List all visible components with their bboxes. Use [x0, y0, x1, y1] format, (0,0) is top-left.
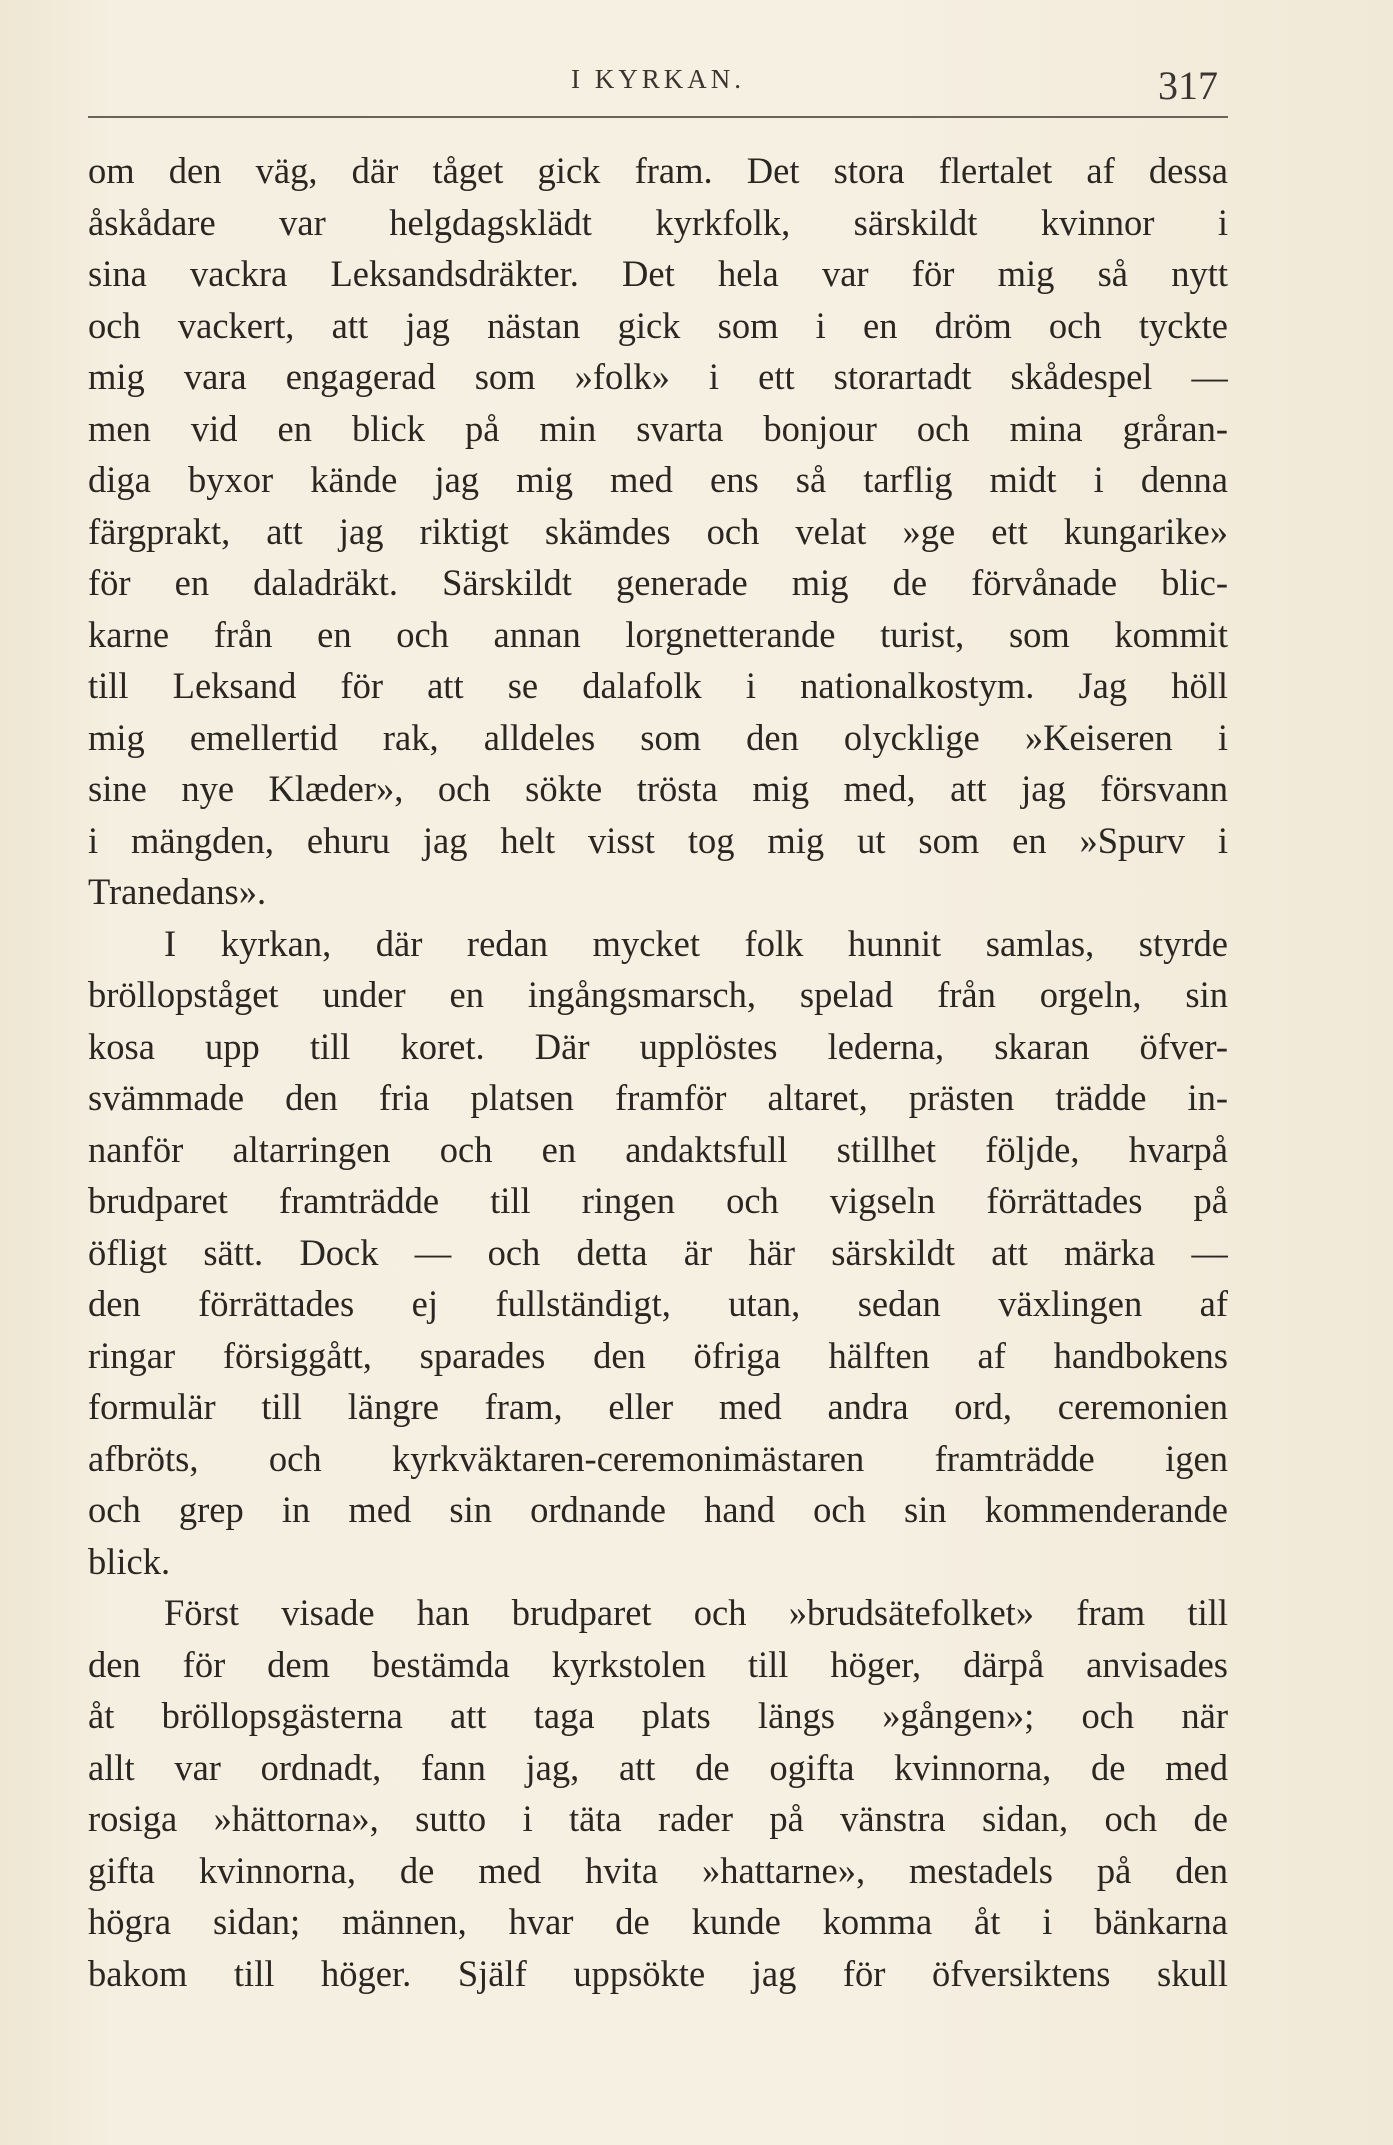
text-line: och grep in med sin ordnande hand och sin kommenderande	[88, 1489, 1228, 1530]
text-line: ringar försiggått, sparades den öfriga hälften af handbokens	[88, 1334, 1228, 1376]
text-line: allt var ordnadt, fann jag, att de ogifta kvinnorna, de med	[88, 1746, 1228, 1788]
text-line: om den väg, där tåget gick fram. Det stora flertalet af dessa	[88, 150, 1228, 191]
text-line: mig emellertid rak, alldeles som den olycklige »Keiseren i	[88, 716, 1228, 758]
text-line: färgprakt, att jag riktigt skämdes och velat »ge ett kungarike»	[88, 510, 1228, 552]
text-line: formulär till längre fram, eller med andra ord, ceremonien	[88, 1386, 1228, 1427]
text-line: bröllopståget under en ingångsmarsch, spelad från orgeln, sin	[88, 974, 1228, 1015]
text-line: brudparet framträdde till ringen och vigseln förrättades på	[88, 1180, 1228, 1221]
text-line: sine nye Klæder», och sökte trösta mig med, att jag försvann	[88, 768, 1228, 809]
text-line: svämmade den fria platsen framför altaret, prästen trädde in-	[88, 1077, 1228, 1118]
header-rule	[88, 116, 1228, 118]
text-line: Tranedans».	[88, 871, 267, 912]
text-line: afbröts, och kyrkväktaren-ceremonimästaren framträdde igen	[88, 1437, 1228, 1479]
text-line: till Leksand för att se dalafolk i nationalkostym. Jag höll	[88, 665, 1228, 706]
text-line: åskådare var helgdagsklädt kyrkfolk, särskildt kvinnor i	[88, 201, 1228, 243]
text-line: sina vackra Leksandsdräkter. Det hela var för mig så nytt	[88, 253, 1228, 294]
text-line: karne från en och annan lorgnetterande turist, som kommit	[88, 613, 1228, 655]
body-text	[88, 145, 1228, 1999]
page-number: 317	[1158, 63, 1218, 108]
text-line: Först visade han brudparet och »brudsätefolket» fram till	[164, 1592, 1228, 1633]
text-line: åt bröllopsgästerna att taga plats längs »gången»; och när	[88, 1695, 1228, 1736]
text-line: nanför altarringen och en andaktsfull stillhet följde, hvarpå	[88, 1128, 1228, 1170]
text-line: diga byxor kände jag mig med ens så tarflig midt i denna	[88, 459, 1228, 500]
text-line: men vid en blick på min svarta bonjour och mina gråran-	[88, 407, 1228, 449]
text-line: och vackert, att jag nästan gick som i en dröm och tyckte	[88, 304, 1228, 346]
text-line: bakom till höger. Själf uppsökte jag för öfversiktens skull	[88, 1952, 1228, 1994]
text-line: blick.	[88, 1540, 171, 1582]
text-line: I kyrkan, där redan mycket folk hunnit samlas, styrde	[164, 922, 1228, 964]
text-line: i mängden, ehuru jag helt visst tog mig ut som en »Spurv i	[88, 819, 1228, 861]
running-head: I KYRKAN.	[571, 64, 745, 94]
text-line: rosiga »hättorna», sutto i täta rader på vänstra sidan, och de	[88, 1798, 1228, 1839]
text-line: kosa upp till koret. Där upplöstes lederna, skaran öfver-	[88, 1025, 1228, 1067]
text-line: den förrättades ej fullständigt, utan, sedan växlingen af	[88, 1283, 1228, 1324]
text-line: gifta kvinnorna, de med hvita »hattarne», mestadels på den	[88, 1849, 1228, 1891]
text-line: högra sidan; männen, hvar de kunde komma åt i bänkarna	[88, 1901, 1228, 1942]
text-line: öfligt sätt. Dock — och detta är här särskildt att märka —	[88, 1231, 1228, 1273]
text-line: mig vara engagerad som »folk» i ett storartadt skådespel —	[88, 356, 1228, 397]
text-line: den för dem bestämda kyrkstolen till höger, därpå anvisades	[88, 1643, 1228, 1685]
page-header	[88, 58, 1228, 118]
text-line: för en daladräkt. Särskildt generade mig de förvånade blic-	[88, 562, 1228, 603]
